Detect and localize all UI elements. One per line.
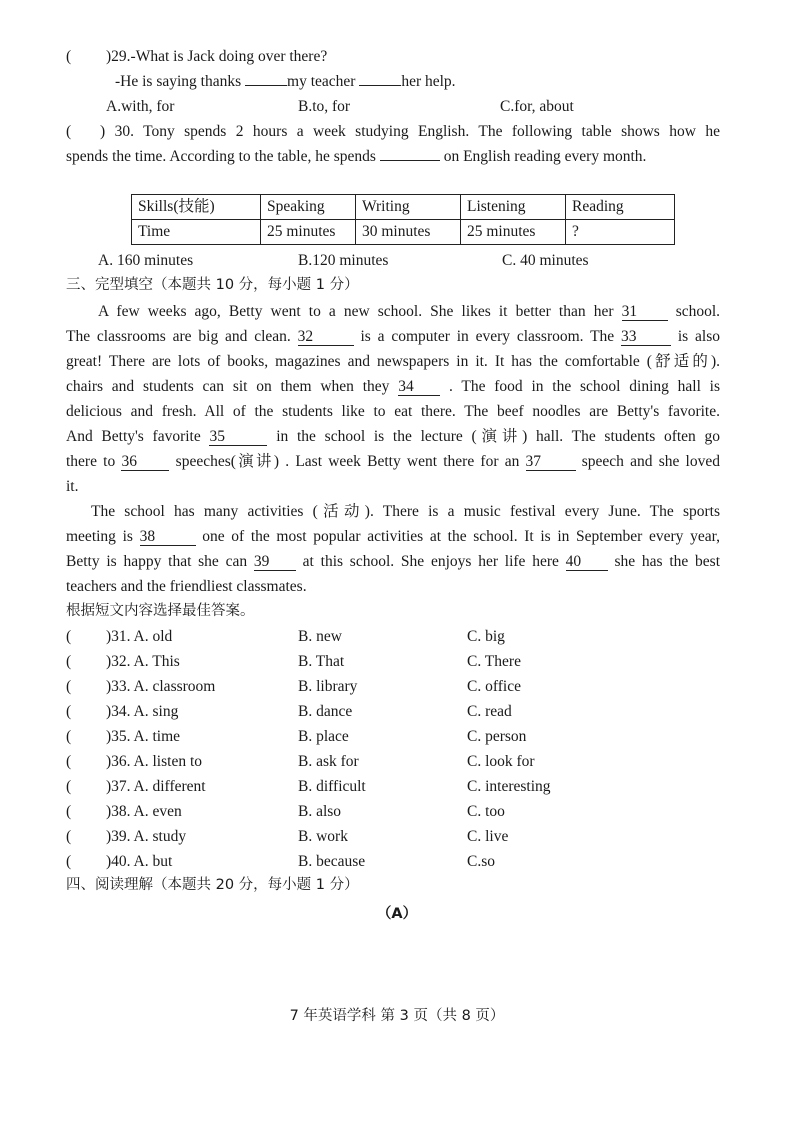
answer-blank: 31 <box>622 303 668 321</box>
answer-paren: ( <box>66 753 72 770</box>
table-cell: Reading <box>566 195 675 220</box>
passage-line <box>66 424 720 449</box>
mc-question <box>66 624 720 649</box>
option-a: )38. A. even <box>106 803 182 820</box>
passage-line <box>98 299 720 324</box>
mc-question <box>66 649 720 674</box>
question-30-line2 <box>66 144 720 169</box>
passage-text: there to <box>66 453 116 470</box>
option-a: A. 160 minutes <box>98 252 194 269</box>
answer-paren: ( <box>66 828 72 845</box>
passage-text: . The food in the school dining hall is <box>448 378 721 395</box>
option-b: B. also <box>298 803 342 820</box>
option-c: C. look for <box>467 753 535 770</box>
option-c: C. person <box>467 728 527 745</box>
option-a: )39. A. study <box>106 828 187 845</box>
option-b: B. new <box>298 628 342 645</box>
answer-blank <box>380 160 440 161</box>
option-a: )32. A. This <box>106 653 180 670</box>
passage-text: school. <box>675 303 721 320</box>
option-b: B. difficult <box>298 778 366 795</box>
answer-blank: 33 <box>621 328 671 346</box>
passage-line <box>66 474 720 499</box>
option-b: B. ask for <box>298 753 359 770</box>
dialogue-text: -He is saying thanks <box>115 73 242 90</box>
answer-blank <box>245 85 287 86</box>
table-cell: 25 minutes <box>461 220 566 245</box>
passage-text: it. <box>66 478 79 495</box>
mc-question <box>66 799 720 824</box>
passage-text: one of the most popular activities at the school. It is in September every year, <box>202 528 720 545</box>
answer-paren: ( <box>66 853 72 870</box>
answer-blank: 38 <box>140 528 196 546</box>
passage-line <box>66 399 720 424</box>
answer-paren: ( <box>66 803 72 820</box>
answer-paren: ( <box>66 778 72 795</box>
passage-line <box>66 574 720 599</box>
option-a: )35. A. time <box>106 728 181 745</box>
answer-paren: ( <box>66 628 72 645</box>
passage-text: teachers and the friendliest classmates. <box>66 578 307 595</box>
passage-text: is a computer in every classroom. The <box>360 328 615 345</box>
answer-paren: ( <box>66 678 72 695</box>
passage-text: great! There are lots of books, magazines and newspapers in it. It has the comfortable (舒适的). <box>66 353 720 370</box>
option-a: A.with, for <box>106 98 175 115</box>
subsection-a-title: （A） <box>376 906 418 922</box>
question-stem: spends the time. According to the table, he spends <box>66 148 376 165</box>
answer-paren: ( <box>66 123 72 140</box>
answer-paren: ( <box>66 48 72 65</box>
mc-question <box>66 824 720 849</box>
option-b: B.to, for <box>298 98 351 115</box>
passage-text: is also <box>677 328 720 345</box>
passage-text: delicious and fresh. All of the students like to eat there. The beef noodles are Betty's favorite. <box>66 403 720 420</box>
option-a: )37. A. different <box>106 778 206 795</box>
option-b: B. place <box>298 728 349 745</box>
dialogue-text: my teacher <box>287 73 356 90</box>
option-a: )31. A. old <box>106 628 173 645</box>
passage-line <box>66 349 720 374</box>
passage-text: speeches(演讲) . Last week Betty went there for an <box>175 453 520 470</box>
section-3-title: 三、完型填空（本题共 10 分，每小题 1 分） <box>66 277 359 293</box>
passage-line <box>66 324 720 349</box>
answer-blank: 34 <box>398 378 440 396</box>
question-29-dialogue <box>115 69 720 94</box>
option-c: C.so <box>467 853 495 870</box>
answer-blank: 40 <box>566 553 608 571</box>
question-29 <box>66 44 720 69</box>
dialogue-text: her help. <box>401 73 456 90</box>
passage-line <box>66 374 720 399</box>
option-c: C. too <box>467 803 505 820</box>
option-b: B. because <box>298 853 366 870</box>
question-stem: on English reading every month. <box>443 148 647 165</box>
option-a: )40. A. but <box>106 853 173 870</box>
option-c: C. big <box>467 628 505 645</box>
option-b: B. work <box>298 828 348 845</box>
option-c: C. read <box>467 703 512 720</box>
answer-paren: ( <box>66 703 72 720</box>
table-cell: 30 minutes <box>356 220 461 245</box>
mc-question <box>66 749 720 774</box>
option-c: C. office <box>467 678 521 695</box>
option-c: C. interesting <box>467 778 551 795</box>
answer-blank: 39 <box>254 553 296 571</box>
mc-question <box>66 674 720 699</box>
mc-question <box>66 849 720 874</box>
passage-line <box>66 524 720 549</box>
section-4-title: 四、阅读理解（本题共 20 分，每小题 1 分） <box>66 877 359 893</box>
passage-text: she has the best <box>614 553 721 570</box>
option-a: )34. A. sing <box>106 703 179 720</box>
skills-table <box>131 194 675 245</box>
table-cell: Listening <box>461 195 566 220</box>
table-cell: Speaking <box>261 195 356 220</box>
answer-blank <box>359 85 401 86</box>
mc-question <box>66 699 720 724</box>
answer-paren: ( <box>66 653 72 670</box>
option-b: B.120 minutes <box>298 252 389 269</box>
choose-instruction: 根据短文内容选择最佳答案。 <box>66 603 255 619</box>
page-footer: 7 年英语学科 第 3 页（共 8 页） <box>289 1008 505 1024</box>
table-cell: Time <box>132 220 261 245</box>
answer-blank: 37 <box>526 453 576 471</box>
table-cell: 25 minutes <box>261 220 356 245</box>
passage-text: And Betty's favorite <box>66 428 201 445</box>
passage-text: at this school. She enjoys her life here <box>302 553 559 570</box>
option-c: C. live <box>467 828 509 845</box>
question-stem: ) 30. Tony spends 2 hours a week studying English. The following table shows how he <box>100 123 720 140</box>
passage-text: in the school is the lecture (演讲) hall. The students often go <box>276 428 721 445</box>
passage-text: speech and she loved <box>581 453 720 470</box>
passage-line <box>91 499 720 524</box>
table-cell: Writing <box>356 195 461 220</box>
passage-line <box>66 449 720 474</box>
passage-text: The classrooms are big and clean. <box>66 328 291 345</box>
table-cell: ? <box>566 220 675 245</box>
passage-text: chairs and students can sit on them when they <box>66 378 390 395</box>
option-c: C. There <box>467 653 521 670</box>
passage-text: Betty is happy that she can <box>66 553 248 570</box>
question-30 <box>66 119 720 144</box>
option-b: B. dance <box>298 703 353 720</box>
option-b: B. library <box>298 678 358 695</box>
option-a: )36. A. listen to <box>106 753 203 770</box>
option-a: )33. A. classroom <box>106 678 216 695</box>
passage-text: The school has many activities (活动). There is a music festival every June. The sports <box>91 503 720 520</box>
passage-text: A few weeks ago, Betty went to a new school. She likes it better than her <box>98 303 614 320</box>
answer-blank: 35 <box>209 428 267 446</box>
mc-question <box>66 774 720 799</box>
table-header-row <box>132 195 675 220</box>
mc-question <box>66 724 720 749</box>
answer-blank: 32 <box>298 328 354 346</box>
table-cell: Skills(技能) <box>132 195 261 220</box>
table-row <box>132 220 675 245</box>
option-b: B. That <box>298 653 345 670</box>
answer-paren: ( <box>66 728 72 745</box>
option-c: C.for, about <box>500 98 574 115</box>
question-stem: )29.-What is Jack doing over there? <box>106 48 328 65</box>
passage-line <box>66 549 720 574</box>
answer-blank: 36 <box>121 453 169 471</box>
passage-text: meeting is <box>66 528 133 545</box>
option-c: C. 40 minutes <box>502 252 589 269</box>
